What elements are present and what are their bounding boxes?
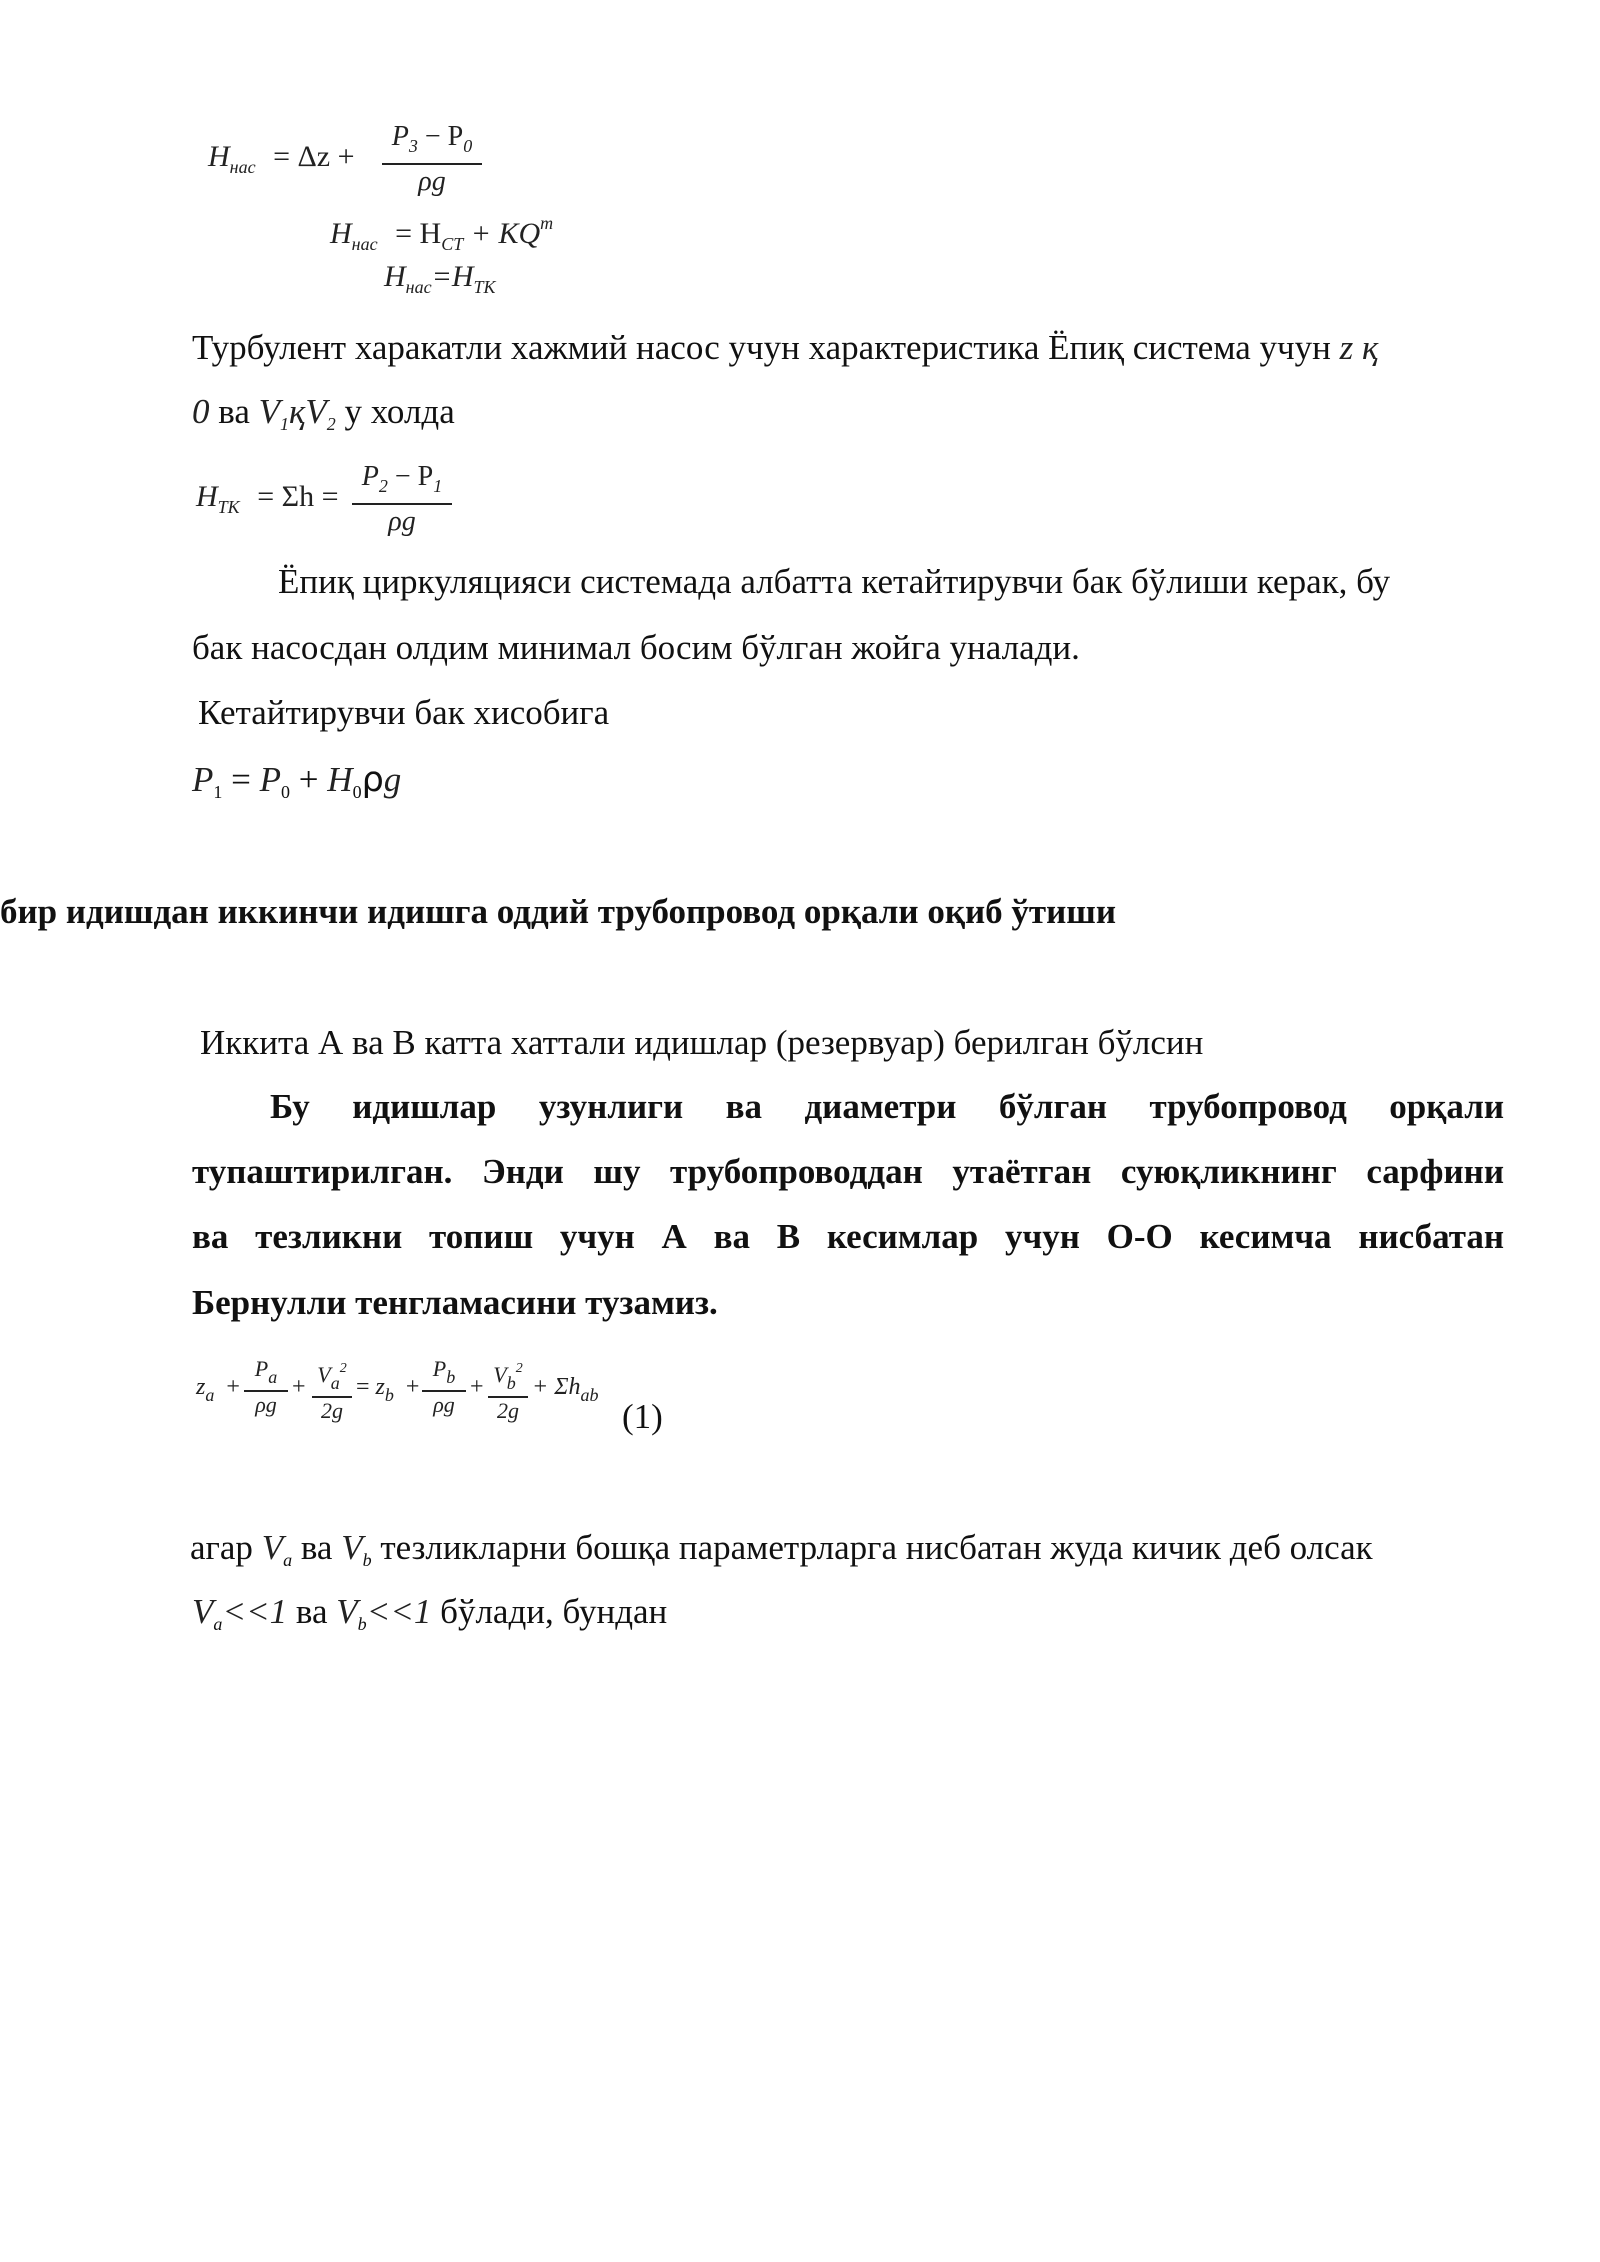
subscript: 0 (463, 136, 473, 156)
subscript: a (268, 1367, 278, 1387)
symbol: P (254, 1356, 269, 1381)
operator: = (222, 760, 260, 799)
subscript: 1 (280, 414, 289, 434)
math-inline: қ (289, 392, 306, 431)
paragraph-line: Бу идишлар узунлиги ва диаметри бўлган трубопровод орқали (270, 1087, 1504, 1126)
operator: + (290, 760, 328, 799)
denominator: 2g (497, 1397, 519, 1423)
paragraph-line: Кетайтирувчи бак хисобига (198, 693, 610, 732)
superscript: 2 (515, 1361, 523, 1376)
denominator: ρg (255, 1391, 277, 1417)
symbol: z (196, 1374, 206, 1400)
symbol: V (493, 1362, 507, 1387)
operator: = H (395, 217, 442, 250)
subscript: нас (351, 234, 378, 254)
subscript: TK (473, 277, 496, 297)
text: Турбулент харакатли хажмий насос учун характеристика Ёпиқ система учун (192, 328, 1340, 367)
subscript: нас (229, 157, 256, 177)
symbol: + KQ (463, 217, 541, 250)
equation-number: (1) (622, 1397, 663, 1436)
subscript: b (362, 1550, 372, 1570)
symbol: H (208, 140, 230, 173)
math-inline: <<1 (222, 1592, 288, 1631)
subscript: ab (580, 1385, 599, 1405)
subscript: b (357, 1614, 367, 1634)
paragraph-line: Ёпиқ циркуляцияси системада албатта кетайтирувчи бак бўлиши керак, бу (278, 562, 1391, 601)
math-inline: z қ (1339, 328, 1379, 367)
operator: − P (387, 461, 434, 492)
subscript: a (283, 1550, 293, 1570)
paragraph-line (190, 1528, 1373, 1580)
denominator: ρg (388, 505, 416, 537)
math-inline: <<1 (366, 1592, 432, 1631)
paragraph-line: тупаштирилган. Энди шу трубопроводдан утаётган суюқликнинг сарфини (192, 1152, 1504, 1191)
operator: = (356, 1374, 370, 1400)
operator: + (226, 1374, 240, 1400)
subscript: 0 (352, 782, 362, 802)
section-heading: бир идишдан иккинчи идишга оддий трубопровод орқали оқиб ўтиши (0, 892, 1117, 931)
symbol: ρ (361, 760, 384, 800)
paragraph-line: Бернулли тенгламасини тузамиз. (192, 1283, 718, 1322)
symbol: g (383, 760, 402, 799)
paragraph-line (192, 392, 455, 444)
subscript: TK (217, 497, 240, 517)
superscript: m (540, 213, 554, 233)
symbol: P (259, 760, 282, 799)
symbol: V (317, 1362, 331, 1387)
subscript: a (213, 1614, 223, 1634)
operator: + (292, 1374, 306, 1400)
paragraph-line: бак насосдан олдим минимал босим бўлган жойга уналади. (192, 628, 1080, 667)
formula-head-equality (384, 260, 496, 298)
symbol: H (384, 260, 406, 293)
symbol: V (192, 1592, 214, 1631)
subscript: 2 (378, 476, 388, 496)
symbol: H (196, 480, 218, 513)
symbol: H (330, 217, 352, 250)
denominator: 2g (321, 1397, 343, 1423)
subscript: 3 (408, 136, 418, 156)
math-inline: 0 (192, 392, 210, 431)
text: агар (190, 1528, 262, 1567)
operator: − P (417, 121, 464, 152)
subscript: нас (405, 277, 432, 297)
subscript: 2 (326, 414, 336, 434)
symbol: P (391, 121, 409, 152)
formula-pump-characteristic (330, 213, 553, 255)
operator: + (405, 1374, 420, 1400)
symbol: H (327, 760, 353, 799)
text: бўлади, бундан (431, 1592, 668, 1631)
text: ва (292, 1528, 342, 1567)
subscript: a (330, 1373, 340, 1393)
paragraph-line (192, 1592, 667, 1644)
paragraph-line: Иккита А ва В катта хаттали идишлар (резервуар) берилган бўлсин (200, 1023, 1204, 1062)
paragraph-line: ва тезликни топиш учун А ва В кесимлар учун О-О кесимча нисбатан (192, 1217, 1504, 1256)
subscript: 1 (213, 782, 223, 802)
subscript: b (506, 1373, 516, 1393)
text: у холда (335, 392, 455, 431)
subscript: b (384, 1385, 394, 1405)
denominator: ρg (418, 165, 446, 197)
formula-tank-pressure (192, 760, 401, 812)
symbol: P (361, 461, 379, 492)
math-inline: V (258, 392, 280, 431)
symbol: P (432, 1356, 447, 1381)
text: тезликларни бошқа параметрларга нисбатан жуда кичик деб олсак (371, 1528, 1373, 1567)
symbol: z (375, 1374, 385, 1400)
symbol: V (261, 1528, 284, 1567)
symbol: V (336, 1592, 358, 1631)
superscript: 2 (339, 1361, 347, 1376)
operator: + (470, 1374, 484, 1400)
text: ва (287, 1592, 337, 1631)
paragraph-line (192, 328, 1378, 368)
math-inline: V (305, 392, 327, 431)
subscript: CT (441, 234, 464, 254)
denominator: ρg (433, 1391, 455, 1417)
operator: = Σh = (257, 480, 339, 513)
operator: = Δz + (273, 140, 355, 173)
subscript: 1 (433, 476, 443, 496)
text: ва (209, 392, 259, 431)
subscript: a (205, 1385, 215, 1405)
symbol: V (341, 1528, 363, 1567)
subscript: 0 (281, 782, 291, 802)
symbol: + Σh (532, 1374, 581, 1400)
subscript: b (446, 1367, 456, 1387)
symbol: P (192, 760, 214, 799)
operator: =H (431, 260, 474, 293)
